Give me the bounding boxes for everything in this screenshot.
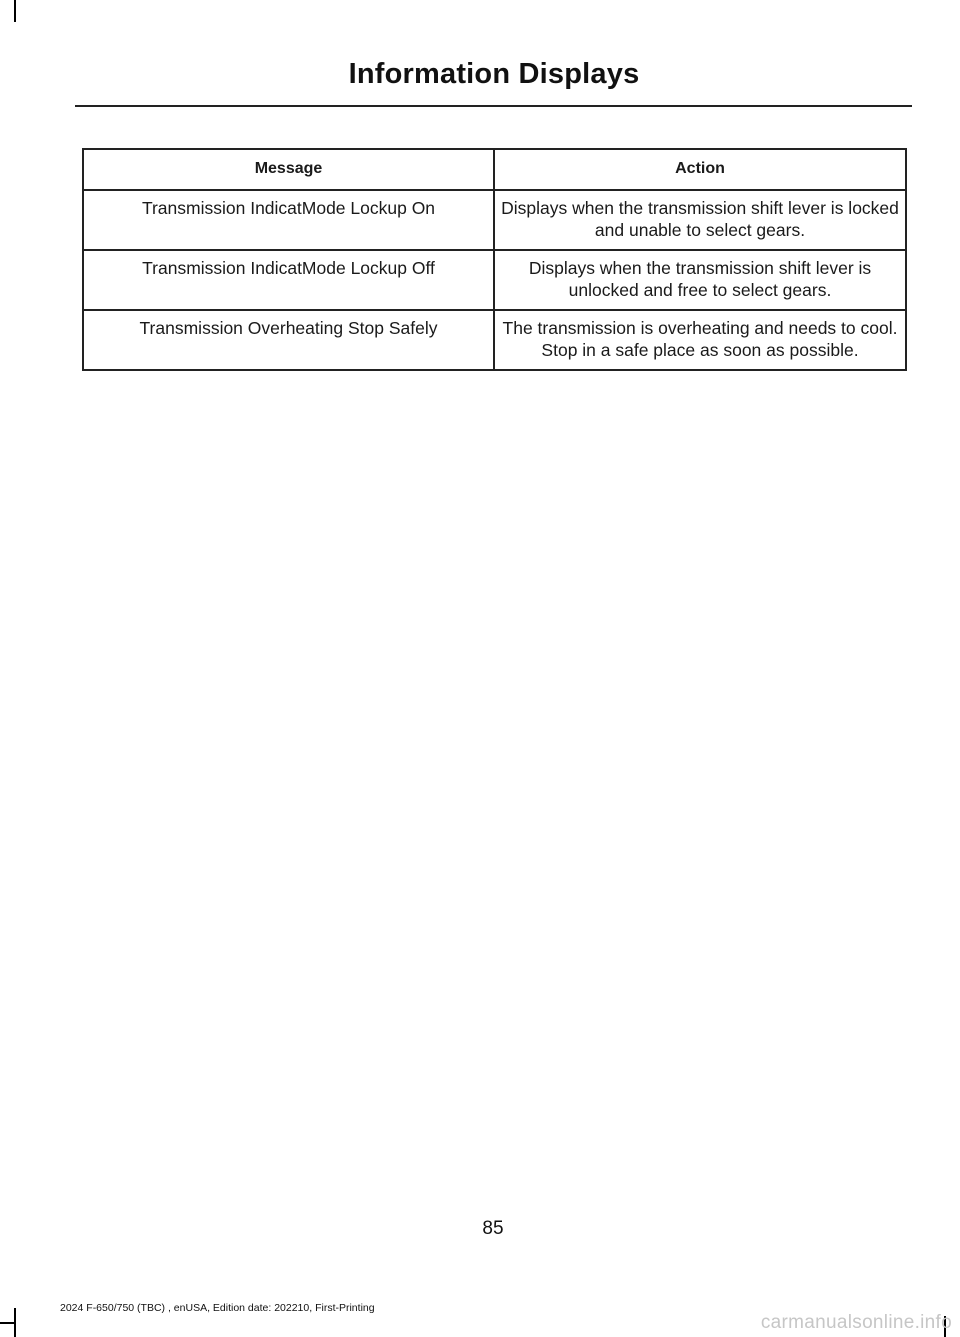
watermark: carmanualsonline.info: [760, 1312, 952, 1333]
table-row: [83, 190, 906, 250]
action-cell: Displays when the transmission shift lever is locked and unable to select gears.: [494, 190, 906, 250]
column-header-message: Message: [83, 149, 494, 190]
action-cell: Displays when the transmission shift lever is unlocked and free to select gears.: [494, 250, 906, 310]
column-header-action: Action: [494, 149, 906, 190]
page-title: Information Displays: [348, 58, 640, 90]
message-cell: Transmission IndicatMode Lockup Off: [83, 250, 494, 310]
table-row: [83, 310, 906, 370]
action-cell: The transmission is overheating and needs to cool. Stop in a safe place as soon as possible.: [494, 310, 906, 370]
crop-mark: [0, 1322, 16, 1324]
crop-mark: [14, 0, 16, 22]
edition-footer: 2024 F-650/750 (TBC) , enUSA, Edition date: 202210, First-Printing: [60, 1302, 375, 1314]
message-cell: Transmission IndicatMode Lockup On: [83, 190, 494, 250]
table-header-row: [83, 149, 906, 190]
header-divider: [75, 105, 912, 107]
messages-table: [82, 148, 907, 371]
message-cell: Transmission Overheating Stop Safely: [83, 310, 494, 370]
table-row: [83, 250, 906, 310]
page-number: 85: [482, 1218, 504, 1239]
